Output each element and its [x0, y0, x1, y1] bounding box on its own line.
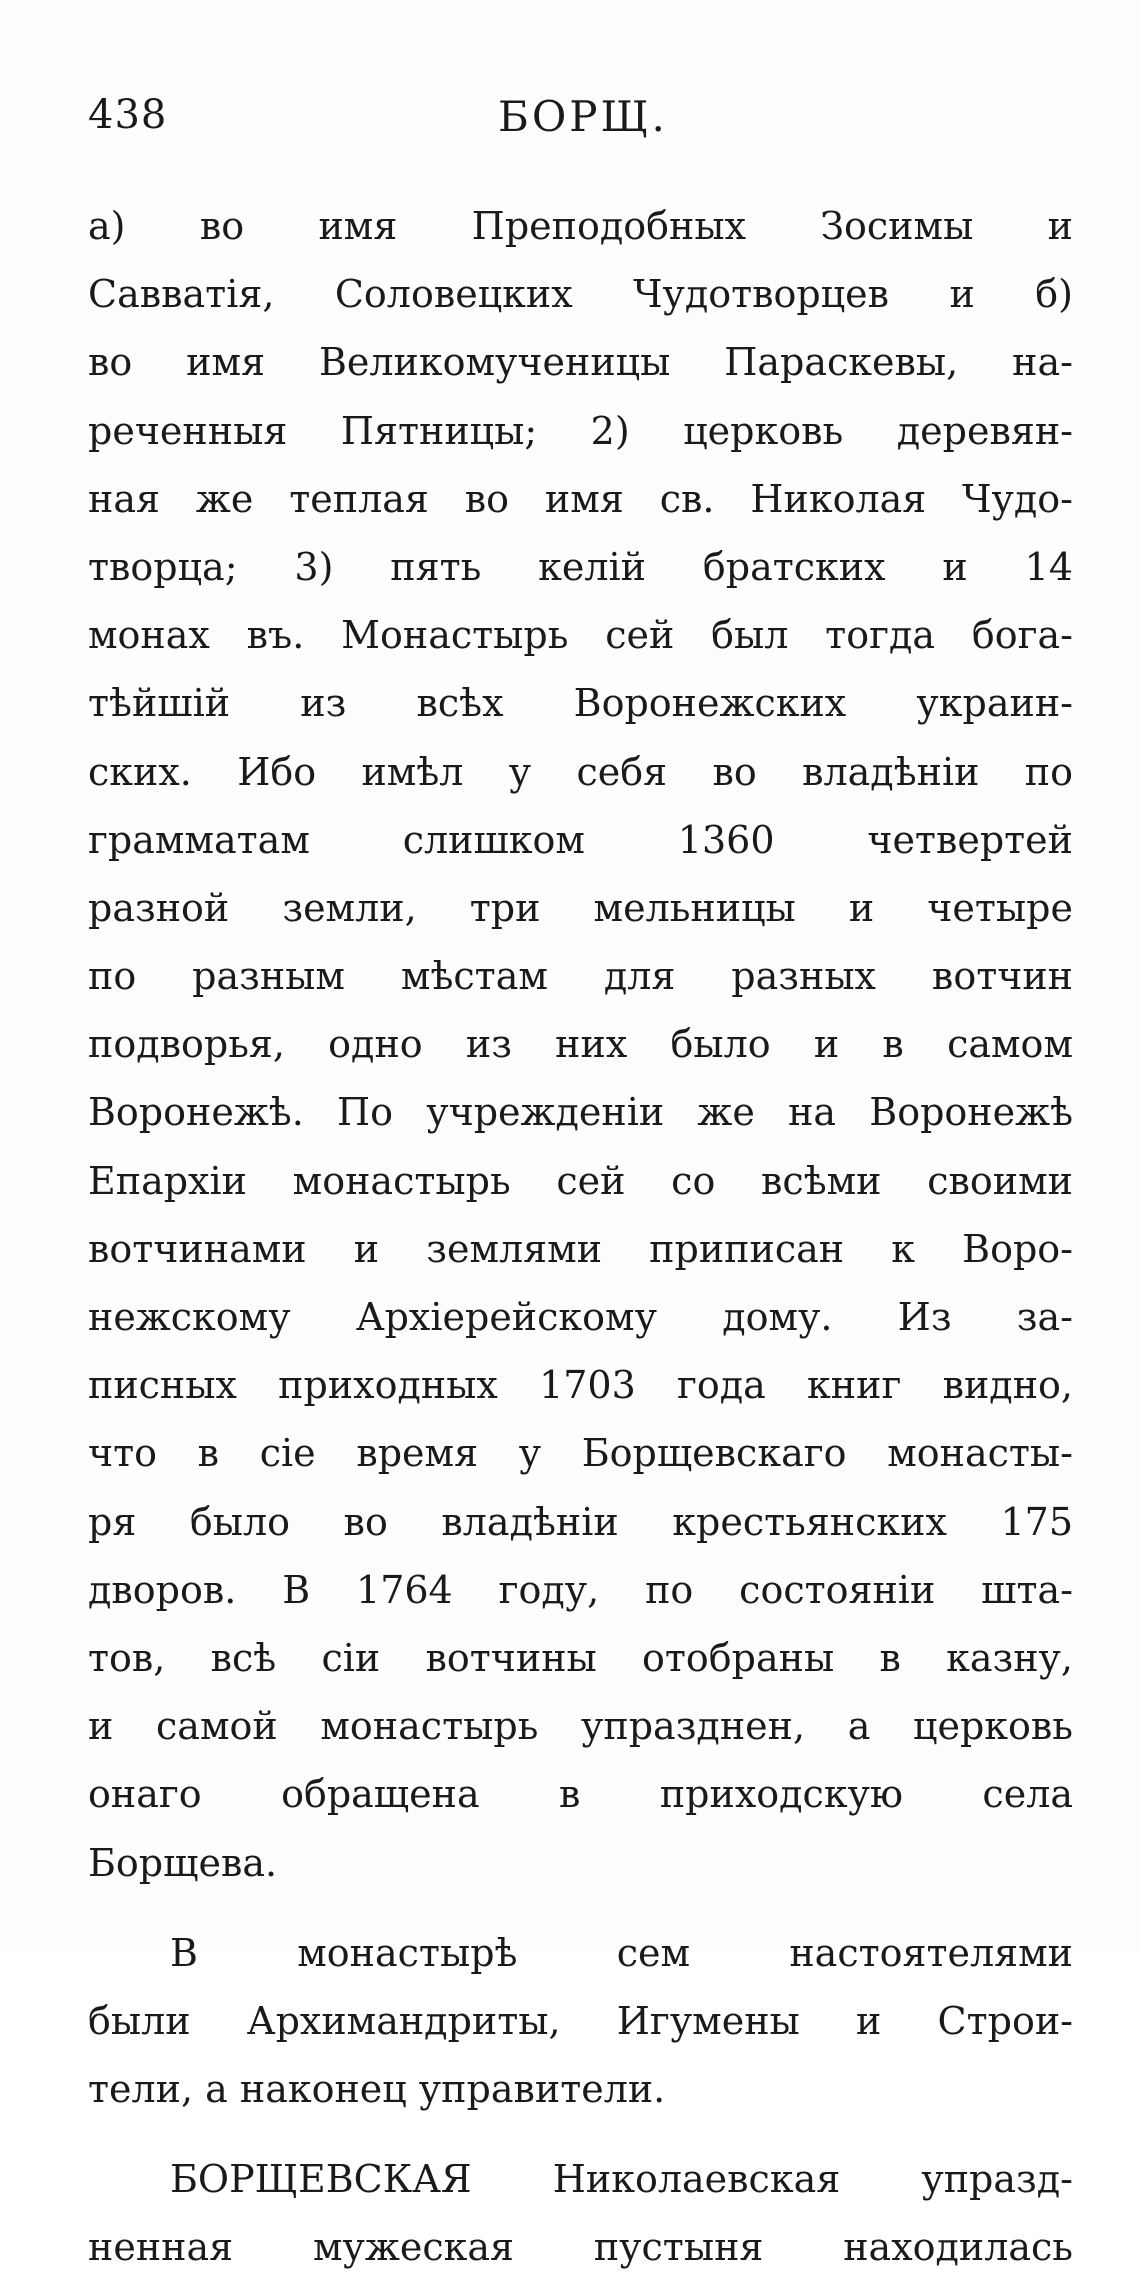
text-line: были Архимандриты, Игумены и Строи- — [88, 1998, 1073, 2043]
page-number: 438 — [88, 92, 168, 138]
text-line: по разным мѣстам для разных вотчин — [88, 954, 1073, 999]
body-text — [88, 192, 1073, 2282]
text-line: что в сіе время у Борщевскаго монасты- — [88, 1431, 1073, 1476]
text-line: Епархіи монастырь сей со всѣми своими — [88, 1158, 1073, 1203]
text-line: ских. Ибо имѣл у себя во владѣніи по — [88, 749, 1073, 794]
running-title: БОРЩ. — [498, 92, 668, 141]
text-line: Воронежѣ. По учрежденіи же на Воронежѣ — [88, 1090, 1073, 1135]
text-line: подворья, одно из них было и в самом — [88, 1022, 1073, 1067]
paragraph-superiors — [88, 1919, 1073, 2124]
text-line: ненная мужеская пустыня находилась — [88, 2225, 1073, 2270]
paragraph-monastery-history — [88, 192, 1073, 1897]
text-line: вотчинами и землями приписан к Воро- — [88, 1226, 1073, 1271]
text-line: монах въ. Монастырь сей был тогда бога- — [88, 613, 1073, 658]
text-line: БОРЩЕВСКАЯ Николаевская упразд- — [170, 2157, 1073, 2202]
text-line: творца; 3) пять келій братских и 14 — [88, 544, 1073, 589]
text-line: нежскому Архіерейскому дому. Из за- — [88, 1295, 1073, 1339]
paragraph-gap — [88, 2123, 1073, 2145]
text-line: тов, всѣ сіи вотчины отобраны в казну, — [88, 1635, 1073, 1680]
text-line: разной земли, три мельницы и четыре — [88, 885, 1073, 930]
text-line: онаго обращена в приходскую села — [88, 1772, 1073, 1817]
text-line: а) во имя Преподобных Зосимы и — [88, 204, 1073, 248]
paragraph-gap — [88, 1897, 1073, 1919]
text-line: В монастырѣ сем настоятелями — [170, 1930, 1073, 1975]
text-line: во имя Великомученицы Параскевы, на- — [88, 340, 1073, 385]
text-line: реченныя Пятницы; 2) церковь деревян- — [88, 408, 1073, 453]
text-line: дворов. В 1764 году, по состояніи шта- — [88, 1567, 1073, 1612]
text-line: ря было во владѣніи крестьянских 175 — [88, 1499, 1073, 1544]
text-line: Савватія, Соловецких Чудотворцев и б) — [88, 272, 1073, 317]
text-line: грамматам слишком 1360 четвертей — [88, 817, 1073, 862]
text-line: тели, а наконец управители. — [88, 2067, 666, 2112]
text-line: и самой монастырь упразднен, а церковь — [88, 1704, 1073, 1749]
text-line: тѣйшій из всѣх Воронежских украин- — [88, 681, 1073, 726]
text-line: Борщева. — [88, 1840, 278, 1885]
paragraph-borshchevskaya-entry — [88, 2145, 1073, 2281]
text-line: писных приходных 1703 года книг видно, — [88, 1363, 1073, 1408]
text-line: ная же теплая во имя св. Николая Чудо- — [88, 476, 1073, 521]
page-header — [88, 92, 1073, 152]
